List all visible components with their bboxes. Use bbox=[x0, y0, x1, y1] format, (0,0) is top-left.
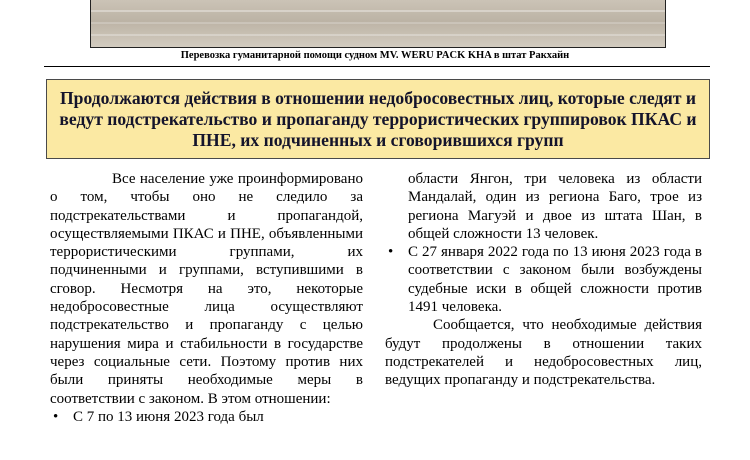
caption-divider bbox=[44, 66, 710, 67]
article-intro-paragraph: Все население уже проинформировано о том, чтобы оно не следило за подстрекательствами и пропагандой, осуществляемыми ПКАС и ПНЕ, объявленными террористическими группами, их подчиненными и группами, вступившими в сговор. Несмотря на это, некоторые недобросовестные лица осуществляют подстрекательство и пропаганду с целью нарушения мира и стабильности в государстве через социальные сети. Поэтому против них были приняты необходимые меры в соответствии с законом. В этом отношении: bbox=[50, 171, 363, 407]
article-headline: Продолжаются действия в отношении недобросовестных лиц, которые следят и ведут подстрекательство и пропаганду террористических группировок ПКАС и ПНЕ, их подчиненных и сговорившихся групп bbox=[59, 87, 697, 150]
bullet-2-text: С 27 января 2022 года по 13 июня 2023 года в соответствии с законом были возбуждены судебные иски в общей сложности против 1491 человека. bbox=[408, 244, 702, 316]
article-column-right bbox=[385, 170, 702, 390]
list-item bbox=[50, 408, 363, 426]
article-column-left bbox=[50, 170, 363, 426]
photo-caption: Перевозка гуманитарной помощи судном MV. WERU PACK KHA в штат Ракхайн bbox=[180, 50, 570, 61]
closing-paragraph: Сообщается, что необходимые действия будут продолжены в отношении таких подстрекателей и недобросовестных лиц, ведущих пропаганду и подстрекательства. bbox=[385, 317, 702, 389]
bullet-1-text-end: области Янгон, три человека из области Мандалай, один из региона Баго, трое из региона Магуэй и двое из штата Шан, в общей сложности 13 человек. bbox=[408, 171, 702, 242]
headline-box bbox=[46, 79, 710, 159]
list-item bbox=[385, 243, 702, 316]
bullet-icon: • bbox=[53, 408, 59, 425]
bullet-icon: • bbox=[388, 244, 394, 261]
humanitarian-ship-photo bbox=[90, 0, 666, 48]
bullet-1-text-start: С 7 по 13 июня 2023 года был bbox=[73, 408, 264, 425]
